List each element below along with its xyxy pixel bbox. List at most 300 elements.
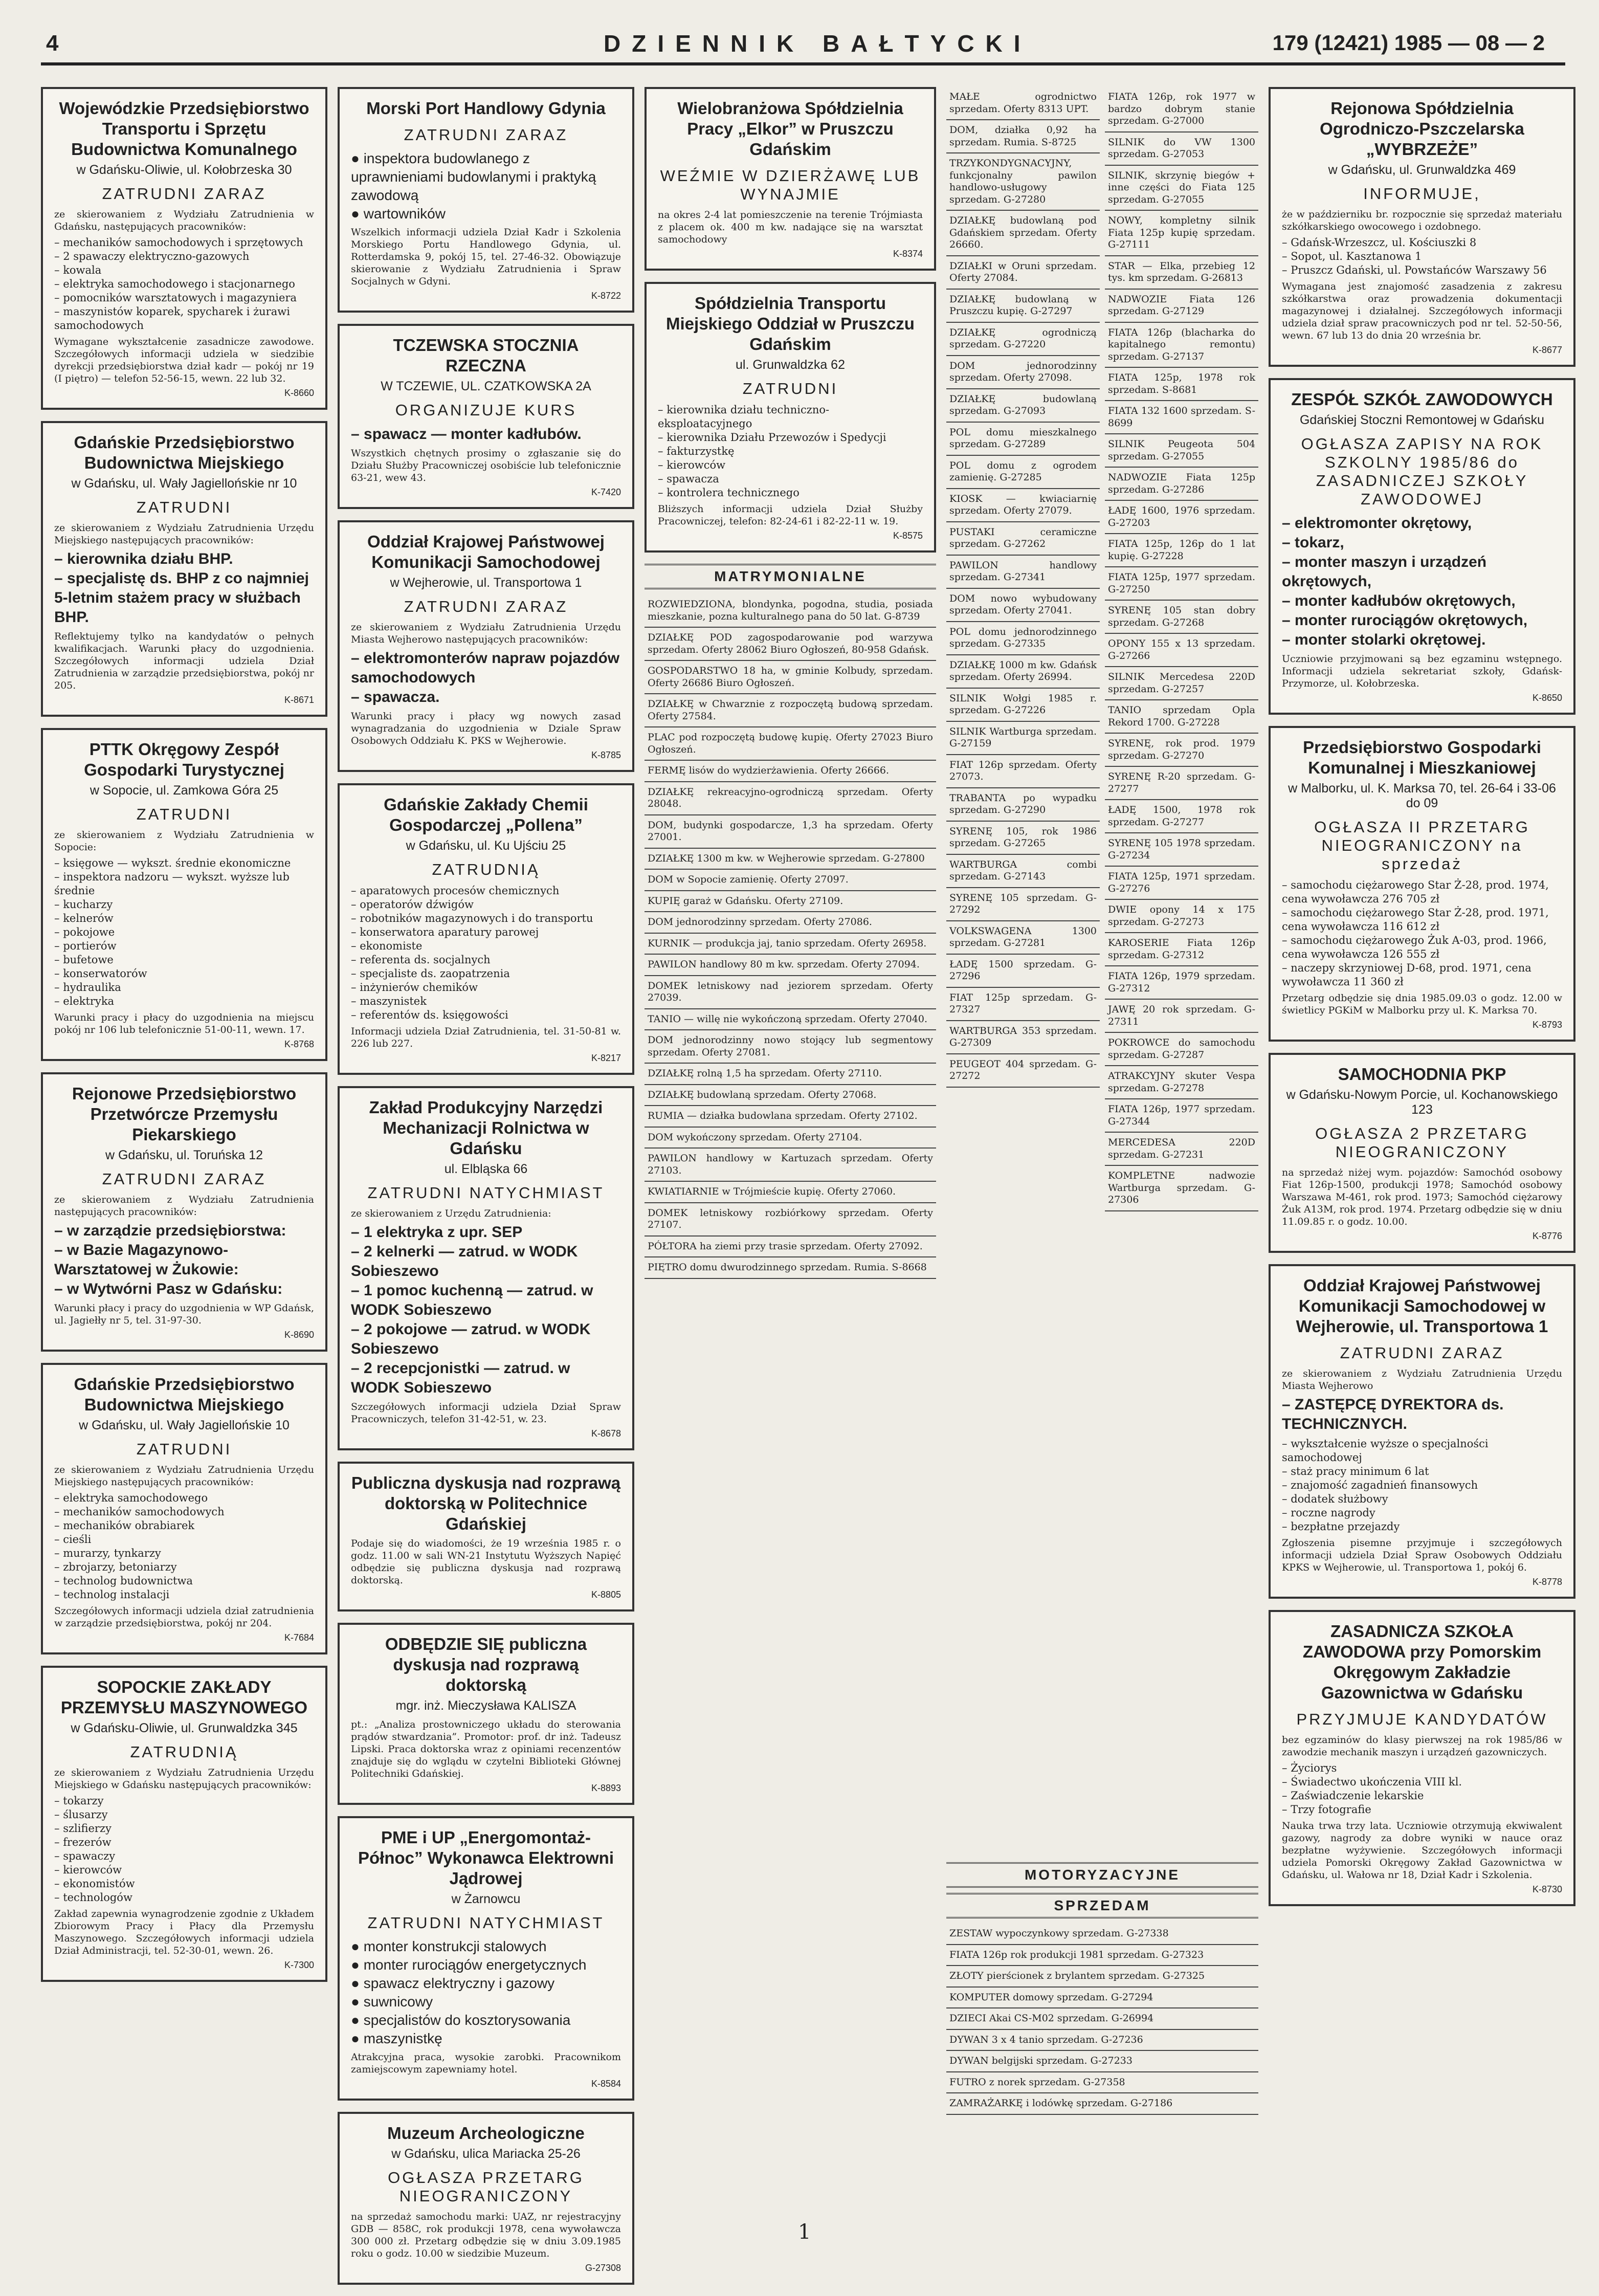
classified-item: DOM jednorodzinny sprzedam. Oferty 27098. [946, 356, 1100, 389]
ad-list-item: – szlifierzy [54, 1822, 314, 1836]
ad-bold-list [54, 1221, 314, 1299]
col3-ad [645, 282, 936, 553]
ad-list-item: – frezerów [54, 1836, 314, 1849]
ad-list-item: – konserwatorów [54, 967, 314, 981]
ad-bold-list [1282, 514, 1562, 650]
classified-item: PAWILON handlowy 80 m kw. sprzedam. Oferty 27094. [645, 955, 936, 976]
ad-subtitle: w Wejherowie, ul. Transportowa 1 [390, 576, 582, 590]
masthead [41, 27, 1565, 65]
col2-ad [338, 87, 634, 313]
ad-heading: ZATRUDNI [742, 380, 838, 398]
ad-code: K-8217 [591, 1053, 621, 1063]
ad-title: ZESPÓŁ SZKÓŁ ZAWODOWYCH [1291, 390, 1553, 409]
ad-subtitle: w Sopocie, ul. Zamkowa Góra 25 [90, 783, 279, 798]
col2-ad [338, 1086, 634, 1450]
section-header-motoring: MOTORYZACYJNE [946, 1862, 1258, 1888]
ad-bold-item: – 2 recepcjonistki — zatrud. w WODK Sobieszewo [351, 1359, 621, 1398]
ad-list-item: ● suwnicowy [351, 1993, 621, 2011]
classified-item: POL domu z ogrodem zamienię. G-27285 [946, 456, 1100, 489]
ad-code: K-8575 [893, 531, 923, 541]
ad-subtitle: mgr. inż. Mieczysława KALISZA [395, 1698, 576, 1713]
ad-footer-text: Wymagane wykształcenie zasadnicze zawodowe. Szczegółowych informacji udziela w siedzibie dyrekcji przedsiębiorstwa dział kadr — pokój nr 19 (I piętro) — telefon 52-56-15, wewn. 22 lub 32. [54, 336, 314, 384]
ad-list-item: ● maszynistkę [351, 2029, 621, 2048]
ad-heading: ZATRUDNI [136, 498, 232, 516]
ad-title: Morski Port Handlowy Gdynia [366, 99, 606, 118]
ad-list-item: – fakturzystkę [658, 445, 923, 458]
column-3 [645, 87, 936, 1279]
ad-bold-item: – 2 kelnerki — zatrud. w WODK Sobieszewo [351, 1242, 621, 1281]
col5-ad [1269, 378, 1575, 715]
ad-title: Gdańskie Zakłady Chemii Gospodarczej „Pollena” [384, 795, 588, 834]
ad-heading: ZATRUDNIĄ [432, 860, 540, 878]
ad-list [351, 1937, 621, 2048]
ad-bold-item: – elektromonterów napraw pojazdów samochodowych [351, 649, 621, 688]
ad-code: K-8671 [284, 695, 314, 705]
classified-item: DZIAŁKĘ budowlaną w Pruszczu kupię. G-27297 [946, 290, 1100, 323]
ad-list-item: – znajomość zagadnień finansowych [1282, 1478, 1562, 1492]
ad-bold-list [351, 649, 621, 707]
ad-footer-text: Szczegółowych informacji udziela dział zatrudnienia w zarządzie przedsiębiorstwa, pokój nr 204. [54, 1605, 314, 1629]
ad-list-item: – specjaliste ds. zaopatrzenia [351, 967, 621, 981]
ad-list-item: – staż pracy minimum 6 lat [1282, 1465, 1562, 1478]
col2-ad [338, 1623, 634, 1805]
ad-list-item: – ekonomiste [351, 939, 621, 953]
ad-code: K-8650 [1532, 693, 1562, 703]
ad-code: K-7420 [591, 487, 621, 497]
ad-subtitle: w Gdańsku, ul. Toruńska 12 [105, 1148, 263, 1162]
classified-item: PIĘTRO domu dwurodzinnego sprzedam. Rumia. S-8668 [645, 1257, 936, 1279]
classified-item: PAWILON handlowy w Kartuzach sprzedam. Oferty 27103. [645, 1149, 936, 1182]
ad-title: Wielobranżowa Spółdzielnia Pracy „Elkor” w Pruszczu Gdańskim [677, 99, 903, 159]
ad-title: ZASADNICZA SZKOŁA ZAWODOWA przy Pomorskim Okręgowym Zakładzie Gazownictwa w Gdańsku [1302, 1622, 1542, 1702]
classified-item: SILNIK Mercedesa 220D sprzedam. G-27257 [1105, 667, 1258, 700]
ad-subtitle: W TCZEWIE, UL. CZATKOWSKA 2A [381, 379, 591, 393]
ad-bold-item: – kierownika działu BHP. [54, 549, 314, 569]
classified-item: MERCEDESA 220D sprzedam. G-27231 [1105, 1133, 1258, 1166]
ad-code: K-8677 [1532, 345, 1562, 355]
col1-ad [41, 421, 327, 717]
ad-subtitle: w Gdańsku-Oliwie, ul. Kołobrzeska 30 [76, 163, 292, 177]
ad-bold-list [351, 1223, 621, 1398]
classified-item: KOMPUTER domowy sprzedam. G-27294 [946, 1988, 1258, 2009]
ad-heading: OGŁASZA PRZETARG NIEOGRANICZONY [388, 2169, 584, 2205]
ad-heading: OGŁASZA 2 PRZETARG NIEOGRANICZONY [1315, 1124, 1529, 1161]
classified-item: DZIAŁKĘ 1300 m kw. w Wejherowie sprzedam. G-27800 [645, 849, 936, 870]
col2-ad [338, 520, 634, 772]
classified-item: POKROWCE do samochodu sprzedam. G-27287 [1105, 1033, 1258, 1066]
ad-title: Gdańskie Przedsiębiorstwo Budownictwa Miejskiego [74, 433, 295, 472]
ad-code: K-8768 [284, 1039, 314, 1049]
ad-footer-text: na sprzedaż samochodu marki: UAZ, nr rejestracyjny GDB — 858C, rok produkcji 1978, cena wywoławcza 300 000 zł. Przetarg odbędzie się w dniu 3.09.1985 roku o godz. 10.00 w siedzibie Muzeum. [351, 2211, 621, 2259]
ad-bold-list [54, 549, 314, 627]
ad-list-item: – referentów ds. księgowości [351, 1008, 621, 1022]
classified-item: ZŁOTY pierścionek z brylantem sprzedam. G-27325 [946, 1966, 1258, 1988]
ad-list-item: – bezpłatne przejazdy [1282, 1520, 1562, 1534]
ad-bold-item: – w Wytwórni Pasz w Gdańsku: [54, 1279, 314, 1299]
ad-title: Muzeum Archeologiczne [387, 2124, 585, 2143]
ad-subtitle: w Gdańsku, ul. Ku Ujściu 25 [406, 838, 566, 853]
ad-heading: ZATRUDNI ZARAZ [102, 185, 266, 203]
ad-footer-text: Uczniowie przyjmowani są bez egzaminu wstępnego. Informacji udziela sekretariat szkoły, Gdańsk-Przymorze, ul. Kołobrzeska. [1282, 653, 1562, 689]
ad-list-item: – maszynistów koparek, spycharek i żurawi samochodowych [54, 305, 314, 333]
classified-item: DYWAN 3 x 4 tanio sprzedam. G-27236 [946, 2030, 1258, 2051]
ad-subtitle: ul. Grunwaldzka 62 [735, 358, 845, 372]
col2-ad [338, 324, 634, 509]
classified-item: FIATA 132 1600 sprzedam. S-8699 [1105, 401, 1258, 434]
ad-footer-text: Zgłoszenia pisemne przyjmuje i szczegółowych informacji udziela Dział Spraw Osobowych Oddziału KPKS w Wejherowie, ul. Transportowa 1, pokój 6. [1282, 1537, 1562, 1573]
ad-body: ze skierowaniem z Wydziału Zatrudnienia w Gdańsku, następujących pracowników: [54, 209, 314, 232]
ad-footer-text: Warunki pracy i płacy do uzgodnienia na miejscu pokój nr 106 lub telefonicznie 51-00-11, wewn. 17. [54, 1012, 314, 1035]
ad-list-item: – pomocników warsztatowych i magazyniera [54, 291, 314, 305]
ad-footer-text: Reflektujemy tylko na kandydatów o pełnych kwalifikacjach. Warunki płacy do uzgodnienia. Szczegółowych informacji udziela Dział Zatrudnienia w zarządzie przedsiębiorstwa, pokój nr 205. [54, 631, 314, 691]
ad-list [1282, 878, 1562, 989]
ad-list-item: – Życiorys [1282, 1761, 1562, 1775]
classified-item: POL domu mieszkalnego sprzedam. G-27289 [946, 423, 1100, 456]
ad-subtitle: w Malborku, ul. K. Marksa 70, tel. 26-64 i 33-06 do 09 [1288, 781, 1556, 810]
col1-ad [41, 1666, 327, 1982]
ad-list-item: – inspektora nadzoru — wykszt. wyższe lub średnie [54, 870, 314, 898]
ad-list-item: – mechaników samochodowych [54, 1505, 314, 1519]
ad-list-item: ● specjalistów do kosztorysowania [351, 2011, 621, 2029]
ad-list-item: – elektryka samochodowego [54, 1491, 314, 1505]
ad-subtitle: w Gdańsku-Nowym Porcie, ul. Kochanowskiego 123 [1286, 1088, 1558, 1117]
ad-list-item: – Zaświadczenie lekarskie [1282, 1789, 1562, 1803]
ad-list-item: – mechaników obrabiarek [54, 1519, 314, 1533]
classified-item: DZIAŁKĘ budowlaną sprzedam. G-27093 [946, 389, 1100, 423]
ad-list-item: ● spawacz elektryczny i gazowy [351, 1974, 621, 1993]
ad-title: Publiczna dyskusja nad rozprawą doktorską w Politechnice Gdańskiej [351, 1473, 621, 1533]
ad-list-item: – kierowców [658, 458, 923, 472]
col5-ad [1269, 1053, 1575, 1253]
ad-title: Gdańskie Przedsiębiorstwo Budownictwa Miejskiego [74, 1375, 295, 1414]
ad-code: K-7684 [284, 1632, 314, 1643]
ad-list-item: – księgowe — wykszt. średnie ekonomiczne [54, 856, 314, 870]
ad-list-item: – referenta ds. socjalnych [351, 953, 621, 967]
classified-item: DOM wykończony sprzedam. Oferty 27104. [645, 1128, 936, 1149]
issue-number: 179 (12421) 1985 — 08 — 2 [1272, 31, 1545, 55]
column-4-lower [946, 1857, 1258, 2115]
classified-item: JAWĘ 20 rok sprzedam. G-27311 [1105, 1000, 1258, 1033]
ad-list-item: – maszynistek [351, 995, 621, 1008]
classified-item: ZESTAW wypoczynkowy sprzedam. G-27338 [946, 1924, 1258, 1945]
ad-title: Wojewódzkie Przedsiębiorstwo Transportu i Sprzętu Budownictwa Komunalnego [59, 99, 309, 159]
ad-subtitle: w Gdańsku, ul. Wały Jagiellońskie 10 [79, 1418, 290, 1432]
ad-code: G-27308 [585, 2263, 621, 2273]
classified-item: PEUGEOT 404 sprzedam. G-27272 [946, 1054, 1100, 1088]
ad-code: K-8776 [1532, 1231, 1562, 1241]
classified-item: DOM jednorodzinny nowo stojący lub segmentowy sprzedam. Oferty 27081. [645, 1030, 936, 1064]
ad-footer-text: Wymagana jest znajomość zasadzenia z zakresu szkółkarstwa oraz prowadzenia dokumentacji magazynowej i działalnej. Szczegółowych informacji udziela dział spraw pracowniczych pod nr tel. 52-50-56, wewn. 67 lub 13 do dnia 20 września br. [1282, 281, 1562, 341]
classified-item: DZIAŁKĘ ogrodniczą sprzedam. G-27220 [946, 323, 1100, 356]
classified-item: DZIAŁKĘ budowlaną pod Gdańskiem sprzedam. Oferty 26660. [946, 211, 1100, 256]
column-2 [338, 87, 634, 2296]
classified-item: SYRENĘ 105 1978 sprzedam. G-27234 [1105, 833, 1258, 867]
ad-list-item: – Gdańsk-Wrzeszcz, ul. Kościuszki 8 [1282, 236, 1562, 250]
ad-list-item: – cieśli [54, 1533, 314, 1547]
ad-title: Oddział Krajowej Państwowej Komunikacji Samochodowej w Wejherowie, ul. Transportowa 1 [1296, 1276, 1548, 1336]
classified-item: DZIAŁKĘ 1000 m kw. Gdańsk sprzedam. Oferty 26994. [946, 655, 1100, 689]
ad-list-item: – naczepy skrzyniowej D-68, prod. 1971, cena wywoławcza 11 360 zł [1282, 961, 1562, 989]
ad-code: K-8584 [591, 2079, 621, 2089]
ad-list-item: – spawaczy [54, 1849, 314, 1863]
classified-item: SILNIK do VW 1300 sprzedam. G-27053 [1105, 133, 1258, 166]
ad-list-item: – wykształcenie wyższe o specjalności samochodowej [1282, 1437, 1562, 1465]
ad-body: ze skierowaniem z Urzędu Zatrudnienia: [351, 1208, 551, 1219]
ad-list-item: – Pruszcz Gdański, ul. Powstańców Warszawy 56 [1282, 263, 1562, 277]
ad-lead: że w październiku br. rozpocznie się sprzedaż materiału szkółkarskiego owocowego i ozdobnego. [1282, 209, 1562, 232]
ad-title: PTTK Okręgowy Zespół Gospodarki Turystycznej [84, 740, 284, 779]
ad-heading: PRZYJMUJE KANDYDATÓW [1296, 1710, 1548, 1728]
ad-list [54, 1794, 314, 1905]
classified-item: DYWAN belgijski sprzedam. G-27233 [946, 2051, 1258, 2072]
ad-list-item: – robotników magazynowych i do transportu [351, 912, 621, 925]
ad-list-item: ● monter konstrukcji stalowych [351, 1937, 621, 1956]
col1-ad [41, 1363, 327, 1654]
classified-item: KURNIK — produkcja jaj, tanio sprzedam. Oferty 26958. [645, 934, 936, 955]
ad-list-item: – ekonomistów [54, 1877, 314, 1891]
ad-code: K-8678 [591, 1428, 621, 1439]
ad-heading: OGŁASZA II PRZETARG NIEOGRANICZONY na sprzedaż [1314, 818, 1530, 873]
ad-title: PME i UP „Energomontaż-Północ” Wykonawca Elektrowni Jądrowej [358, 1828, 614, 1888]
classified-item: DOMEK letniskowy nad jeziorem sprzedam. Oferty 27039. [645, 976, 936, 1009]
classified-item: FIATA 125p, 126p do 1 lat kupię. G-27228 [1105, 534, 1258, 567]
ad-body: ze skierowaniem z Wydziału Zatrudnienia Urzędu Miejskiego następujących pracowników: [54, 1464, 314, 1488]
classified-item: SYRENĘ 105 sprzedam. G-27292 [946, 888, 1100, 921]
ad-footer-text: Informacji udziela Dział Zatrudnienia, tel. 31-50-81 w. 226 lub 227. [351, 1026, 621, 1049]
ad-subtitle: w Gdańsku, ul. Grunwaldzka 469 [1328, 163, 1516, 177]
ad-list-item: – technologów [54, 1891, 314, 1905]
ad-list [1282, 1437, 1562, 1534]
classified-item: FIATA 125p, 1971 sprzedam. G-27276 [1105, 867, 1258, 900]
classified-item: OPONY 155 x 13 sprzedam. G-27266 [1105, 634, 1258, 667]
paper-title: DZIENNIK BAŁTYCKI [604, 30, 1032, 57]
ad-list-item: – kowala [54, 263, 314, 277]
col1-ad [41, 87, 327, 410]
classified-item: DWIE opony 14 x 175 sprzedam. G-27273 [1105, 900, 1258, 933]
ad-bold-item: – monter maszyn i urządzeń okrętowych, [1282, 553, 1562, 591]
ad-code: K-8778 [1532, 1577, 1562, 1587]
classified-item: TRZYKONDYGNACYJNY, funkcjonalny pawilon handlowo-usługowy sprzedam. G-27280 [946, 153, 1100, 211]
ad-bold-item: – w zarządzie przedsiębiorstwa: [54, 1221, 314, 1241]
ad-list-item: – elektryka [54, 995, 314, 1008]
column-4a [946, 87, 1100, 1088]
ad-footer-text: Wszystkich chętnych prosimy o zgłaszanie się do Działu Służby Pracowniczej osobiście lub telefonicznie 63-21, wew 43. [351, 448, 621, 483]
ad-list-item: – zbrojarzy, betoniarzy [54, 1560, 314, 1574]
ad-list [1282, 236, 1562, 277]
classified-item: DZIAŁKĘ rolną 1,5 ha sprzedam. Oferty 27110. [645, 1064, 936, 1085]
ad-code: K-8805 [591, 1589, 621, 1600]
ad-body: ze skierowaniem z Wydziału Zatrudnienia Urzędu Miejskiego następujących pracowników: [54, 522, 314, 546]
ad-footer-text: Szczegółowych informacji udziela Dział Spraw Pracowniczych, telefon 31-42-51, w. 23. [351, 1401, 621, 1425]
classified-item: GOSPODARSTWO 18 ha, w gminie Kolbudy, sprzedam. Oferty 26686 Biuro Ogłoszeń. [645, 661, 936, 694]
ad-subtitle: Gdańskiej Stoczni Remontowej w Gdańsku [1299, 413, 1544, 427]
ad-bold-list [1282, 1395, 1562, 1434]
ad-list [658, 403, 923, 500]
column-1 [41, 87, 327, 1993]
ad-footer-text: na sprzedaż niżej wym. pojazdów: Samochód osobowy Fiat 126p-1500, produkcji 1978; Samochód osobowy Warszawa M-461, rok prod. 1973; Samochód ciężarowy Żuk A13M, rok prod. 1974. Przetarg odbędzie się w dniu 11.09.85 r. o godz. 10.00. [1282, 1167, 1562, 1227]
ad-code: K-8722 [591, 291, 621, 301]
ad-heading: ZATRUDNI ZARAZ [404, 598, 568, 615]
classified-item: RUMIA — działka budowlana sprzedam. Oferty 27102. [645, 1106, 936, 1128]
classified-item: POL domu jednorodzinnego sprzedam. G-27335 [946, 622, 1100, 655]
ad-list-item: – murarzy, tynkarzy [54, 1547, 314, 1560]
ad-list-item: – Świadectwo ukończenia VIII kl. [1282, 1775, 1562, 1789]
ad-heading: ZATRUDNIĄ [130, 1743, 238, 1761]
ad-list-item: – inżynierów chemików [351, 981, 621, 995]
ad-heading: ZATRUDNI ZARAZ [404, 126, 568, 144]
ad-list [351, 149, 621, 223]
ad-heading: ZATRUDNI ZARAZ [102, 1170, 266, 1188]
ad-bold-item: – spawacz — monter kadłubów. [351, 425, 621, 444]
ad-code: K-8730 [1532, 1884, 1562, 1894]
ad-footer-text: Nauka trwa trzy lata. Uczniowie otrzymują ekwiwalent gazowy, nagrody za dobre wyniki w nauce oraz bezpłatne wyżywienie. Szczegółowych informacji udziela Pomorski Okręgowy Zakład Gazownictwa w Gdańsku, ul. Wałowa nr 18, Dział Kadr i Szkolenia. [1282, 1820, 1562, 1881]
ad-code: K-8793 [1532, 1020, 1562, 1030]
ad-bold-item: – monter stolarki okrętowej. [1282, 630, 1562, 650]
ad-bold-item: – monter kadłubów okrętowych, [1282, 591, 1562, 611]
classified-item: FIATA 126p (blacharka do kapitalnego remontu) sprzedam. G-27137 [1105, 323, 1258, 368]
ad-list-item: – technolog budownictwa [54, 1574, 314, 1588]
ad-list-item: – samochodu ciężarowego Żuk A-03, prod. 1966, cena wywoławcza 126 555 zł [1282, 934, 1562, 961]
ad-footer-text: Atrakcyjna praca, wysokie zarobki. Pracownikom zamiejscowym zapewniamy hotel. [351, 2051, 621, 2075]
ad-title: SOPOCKIE ZAKŁADY PRZEMYSŁU MASZYNOWEGO [60, 1677, 308, 1717]
ad-bold-list [351, 425, 621, 444]
ad-bold-item: – monter rurociągów okrętowych, [1282, 611, 1562, 630]
ad-list-item: – elektryka samochodowego i stacjonarnego [54, 277, 314, 291]
classified-item: PLAC pod rozpoczętą budowę kupię. Oferty 27023 Biuro Ogłoszeń. [645, 727, 936, 761]
column-4b [1105, 87, 1258, 1211]
classified-item: SYRENĘ, rok prod. 1979 sprzedam. G-27270 [1105, 734, 1258, 767]
ad-title: Oddział Krajowej Państwowej Komunikacji Samochodowej [367, 532, 605, 571]
classified-item: DZIAŁKĘ w Chwarznie z rozpoczętą budową sprzedam. Oferty 27584. [645, 694, 936, 727]
classified-item: FIATA 126p rok produkcji 1981 sprzedam. G-27323 [946, 1945, 1258, 1967]
ad-list-item: – pokojowe [54, 925, 314, 939]
ad-bold-item: – tokarz, [1282, 533, 1562, 553]
classified-item: DZIECI Akai CS-M02 sprzedam. G-26994 [946, 2008, 1258, 2030]
classified-item: FUTRO z norek sprzedam. G-27358 [946, 2072, 1258, 2094]
classified-item: STAR — Elka, przebieg 12 tys. km sprzedam. G-26813 [1105, 256, 1258, 290]
classified-item: WARTBURGA combi sprzedam. G-27143 [946, 855, 1100, 888]
ad-list-item: – samochodu ciężarowego Star Ż-28, prod. 1974, cena wywoławcza 276 705 zł [1282, 878, 1562, 906]
classified-item: TANIO sprzedam Opla Rekord 1700. G-27228 [1105, 700, 1258, 734]
footer-mark: 1 [798, 2220, 811, 2244]
ad-list-item: – kierownika Działu Przewozów i Spedycji [658, 431, 923, 445]
classified-item: TANIO — willę nie wykończoną sprzedam. Oferty 27040. [645, 1009, 936, 1031]
col2-ad [338, 1816, 634, 2101]
ad-list-item: – Trzy fotografie [1282, 1803, 1562, 1817]
classified-item: ŁADĘ 1500, 1978 rok sprzedam. G-27277 [1105, 800, 1258, 833]
classified-item: PAWILON handlowy sprzedam. G-27341 [946, 556, 1100, 589]
ad-heading: WEŹMIE W DZIERŻAWĘ LUB WYNAJMIE [660, 167, 921, 203]
classified-item: SYRENĘ 105, rok 1986 sprzedam. G-27265 [946, 822, 1100, 855]
ad-list-item: – kierownika działu techniczno-eksploatacyjnego [658, 403, 923, 431]
classified-item: DOM nowo wybudowany sprzedam. Oferty 27041. [946, 589, 1100, 622]
ad-body: ze skierowaniem z Wydziału Zatrudnienia następujących pracowników: [54, 1194, 314, 1218]
ad-lead: bez egzaminów do klasy pierwszej na rok 1985/86 w zawodzie mechanik maszyn i urządzeń gazowniczych. [1282, 1734, 1562, 1758]
ad-list-item: – dodatek służbowy [1282, 1492, 1562, 1506]
ad-heading: INFORMUJE, [1363, 185, 1481, 203]
ad-body: ze skierowaniem z Wydziału Zatrudnienia Urzędu Miasta Wejherowo [1282, 1368, 1562, 1392]
classified-item: KAROSERIE Fiata 126p sprzedam. G-27312 [1105, 933, 1258, 966]
classified-item: FIATA 126p, 1979 sprzedam. G-27312 [1105, 966, 1258, 1000]
ad-bold-item: – w Bazie Magazynowo-Warsztatowej w Żukowie: [54, 1241, 314, 1279]
ad-list-item: – spawacza [658, 472, 923, 486]
col2-ad [338, 1462, 634, 1611]
ad-bold-item: – ZASTĘPCĘ DYREKTORA ds. TECHNICZNYCH. [1282, 1395, 1562, 1434]
classified-item: PUSTAKI ceramiczne sprzedam. G-27262 [946, 522, 1100, 556]
classified-item: NADWOZIE Fiata 126 sprzedam. G-27129 [1105, 290, 1258, 323]
ad-list-item: ● inspektora budowlanego z uprawnieniami budowlanymi i praktyką zawodową [351, 149, 621, 205]
ad-title: Rejonowe Przedsiębiorstwo Przetwórcze Przemysłu Piekarskiego [72, 1084, 297, 1144]
ad-bold-item: – elektromonter okrętowy, [1282, 514, 1562, 533]
ad-title: Rejonowa Spółdzielnia Ogrodniczo-Pszczelarska „WYBRZEŻE” [1320, 99, 1524, 159]
ad-bold-item: – specjalistę ds. BHP z co najmniej 5-letnim stażem pracy w służbach BHP. [54, 569, 314, 627]
ad-title: Przedsiębiorstwo Gospodarki Komunalnej i Mieszkaniowej [1303, 738, 1541, 777]
ad-heading: ORGANIZUJE KURS [395, 401, 577, 419]
ad-title: SAMOCHODNIA PKP [1338, 1065, 1506, 1084]
ad-list-item: – samochodu ciężarowego Star Ż-28, prod. 1971, cena wywoławcza 116 612 zł [1282, 906, 1562, 934]
ad-list-item: ● monter rurociągów energetycznych [351, 1956, 621, 1974]
classified-item: FERMĘ lisów do wydzierżawienia. Oferty 26666. [645, 761, 936, 782]
ad-subtitle: ul. Elbląska 66 [444, 1162, 528, 1176]
ad-code: K-7300 [284, 1960, 314, 1970]
ad-code: K-8374 [893, 249, 923, 259]
ad-subtitle: w Gdańsku-Oliwie, ul. Grunwaldzka 345 [71, 1721, 298, 1735]
ad-heading: ZATRUDNI [136, 805, 232, 823]
ad-footer-text: Bliższych informacji udziela Dział Służby Pracowniczej, telefon: 82-24-61 i 82-22-11 w. 19. [658, 503, 923, 527]
ad-footer-text: Zakład zapewnia wynagrodzenie zgodnie z Układem Zbiorowym Pracy i Płacy dla Przemysłu Maszynowego. Szczegółowych informacji udziela Dział Administracji, tel. 52-30-01, wewn. 26. [54, 1908, 314, 1956]
ad-footer-text: Przetarg odbędzie się dnia 1985.09.03 o godz. 12.00 w świetlicy PGKiM w Malborku przy ul. K. Marksa 70. [1282, 992, 1562, 1016]
classified-item: KIOSK — kwiaciarnię sprzedam. Oferty 27079. [946, 489, 1100, 522]
classified-item: PÓŁTORA ha ziemi przy trasie sprzedam. Oferty 27092. [645, 1237, 936, 1258]
ad-list-item: – Sopot, ul. Kasztanowa 1 [1282, 250, 1562, 263]
classified-item: DZIAŁKĘ rekreacyjno-ogrodniczą sprzedam. Oferty 28048. [645, 782, 936, 815]
ad-list-item: – operatorów dźwigów [351, 898, 621, 912]
ad-list [54, 236, 314, 333]
ad-list-item: – roczne nagrody [1282, 1506, 1562, 1520]
classified-item: ZAMRAŻARKĘ i lodówkę sprzedam. G-27186 [946, 2093, 1258, 2115]
classified-item: FIATA 126p, 1977 sprzedam. G-27344 [1105, 1099, 1258, 1133]
section-header-matrimonial: MATRYMONIALNE [645, 564, 936, 589]
classified-item: DOM, budynki gospodarcze, 1,3 ha sprzedam. Oferty 27001. [645, 815, 936, 849]
classified-item: VOLKSWAGENA 1300 sprzedam. G-27281 [946, 921, 1100, 955]
classified-item: DZIAŁKI w Oruni sprzedam. Oferty 27084. [946, 256, 1100, 290]
classified-item: DZIAŁKĘ POD zagospodarowanie pod warzywa sprzedam. Oferty 28062 Biuro Ogłoszeń, 80-958 Gdańsk. [645, 628, 936, 661]
col2-ad [338, 783, 634, 1075]
classified-item: ŁADĘ 1600, 1976 sprzedam. G-27203 [1105, 501, 1258, 534]
ad-list-item: – kelnerów [54, 912, 314, 925]
classified-item: DZIAŁKĘ budowlaną sprzedam. Oferty 27068. [645, 1085, 936, 1107]
classified-item: FIAT 126p sprzedam. Oferty 27073. [946, 755, 1100, 788]
classified-item: SILNIK Peugeota 504 sprzedam. G-27055 [1105, 434, 1258, 468]
ad-list-item: – technolog instalacji [54, 1588, 314, 1602]
ad-heading: ZATRUDNI [136, 1440, 232, 1458]
classifieds-list [645, 594, 936, 1279]
ad-bold-item: – 1 elektryka z upr. SEP [351, 1223, 621, 1242]
ad-code: K-8690 [284, 1330, 314, 1340]
ad-code: K-8660 [284, 388, 314, 398]
ad-subtitle: w Żarnowcu [451, 1892, 521, 1906]
ad-title: ODBĘDZIE SIĘ publiczna dyskusja nad rozprawą doktorską [385, 1635, 587, 1694]
ad-heading: OGŁASZA ZAPISY NA ROK SZKOLNY 1985/86 do ZASADNICZEJ SZKOŁY ZAWODOWEJ [1301, 435, 1543, 508]
ad-list-item: – aparatowych procesów chemicznych [351, 884, 621, 898]
classified-item: NOWY, kompletny silnik Fiata 125p kupię sprzedam. G-27111 [1105, 211, 1258, 256]
ad-list-item: – ślusarzy [54, 1808, 314, 1822]
col2-ad [338, 2112, 634, 2285]
classified-item: SILNIK Wołgi 1985 r. sprzedam. G-27226 [946, 689, 1100, 722]
ad-list-item: – kierowców [54, 1863, 314, 1877]
ad-list-item: – tokarzy [54, 1794, 314, 1808]
ad-subtitle: w Gdańsku, ulica Mariacka 25-26 [391, 2147, 581, 2161]
